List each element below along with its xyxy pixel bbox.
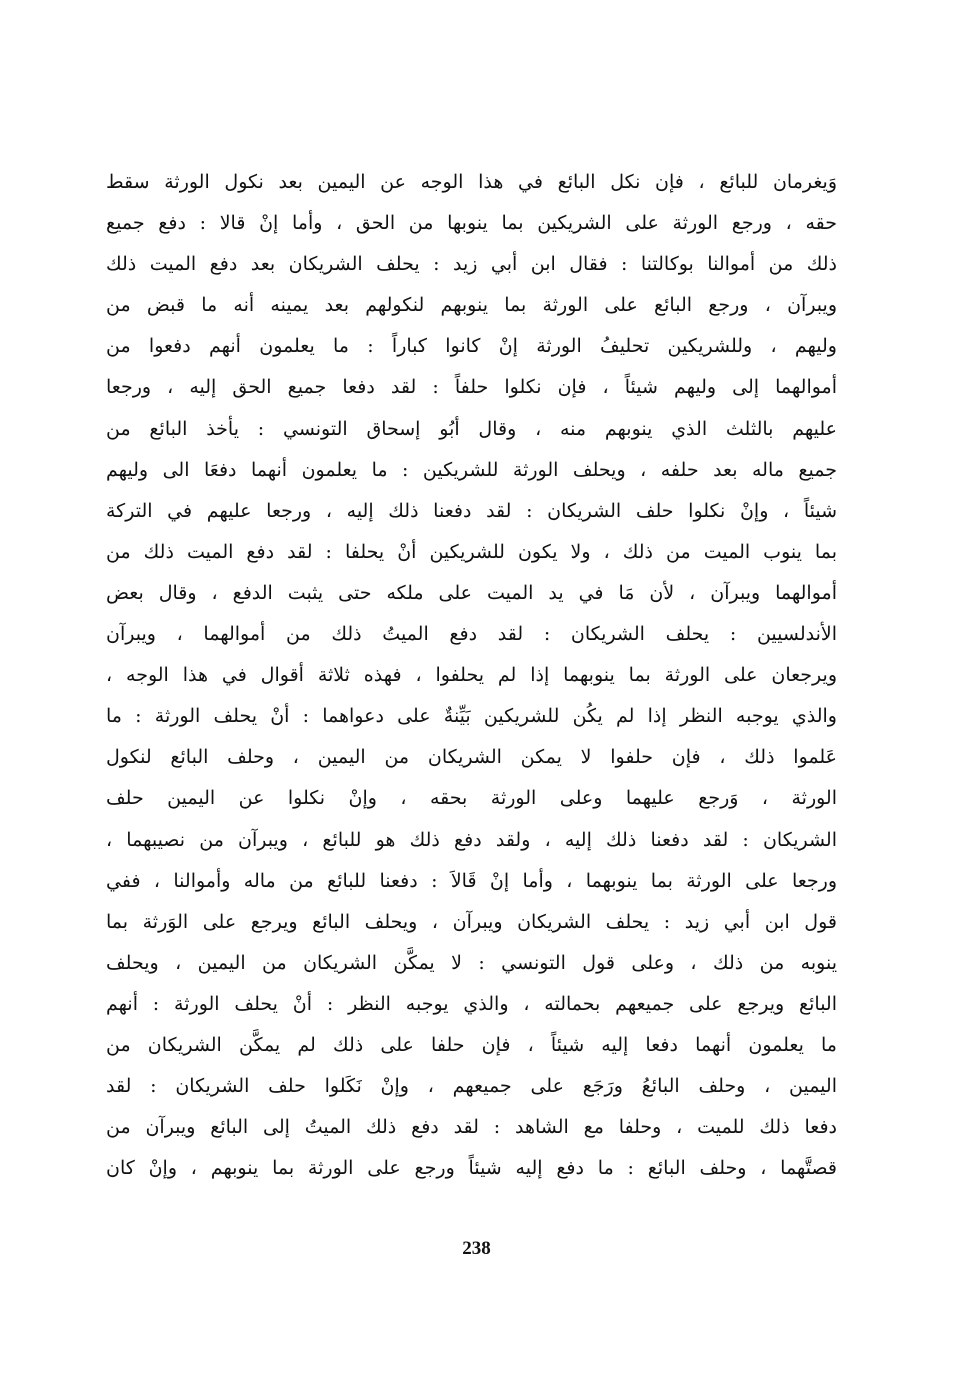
text-line: ويرجعان على الورثة بما ينوبهما إذا لم يحلفوا ، فهذه ثلاثة أقوال في هذا الوجه ، bbox=[106, 664, 837, 687]
text-line: اليمين ، وحلف البائعُ ورَجَع على جميعهم ، وإنْ نَكَلوا حلف الشريكان : لقد bbox=[106, 1075, 837, 1098]
text-line: ما يعلمون أنهما دفعا إليه شيئاً ، فإن حلفا على ذلك لم يمكَّن الشريكان من bbox=[106, 1033, 837, 1056]
text-line: البائع ويرجع على جميعهم بحمالته ، والذي يوجبه النظر : أنْ يحلف الورثة : أنهم bbox=[106, 992, 837, 1015]
text-line: والذي يوجبه النظر إذا لم يكُن للشريكين بَيِّنةٌ على دعواهما : أنْ يحلف الورثة : ما bbox=[106, 705, 837, 728]
text-line: عَلموا ذلك ، فإن حلفوا لا يمكن الشريكان من اليمين ، وحلف البائع لنكول bbox=[106, 746, 837, 769]
text-line: أموالهما ويبرآن ، لأن مَا في يد الميت على ملكه حتى يثبت الدفع ، وقال بعض bbox=[106, 581, 837, 604]
text-line: ينوبه من ذلك ، وعلى قول التونسي : لا يمكَّن الشريكان من اليمين ، ويحلف bbox=[106, 951, 837, 974]
text-line: بما ينوب الميت من ذلك ، ولا يكون للشريكين أنْ يحلفا : لقد دفع الميت ذلك من bbox=[106, 540, 837, 563]
text-line: قول ابن أبي زيد : يحلف الشريكان ويبرآن ، ويحلف البائع ويرجع على الوَرثة بما bbox=[106, 910, 837, 933]
text-line: ويبرآن ، ورجع البائع على الورثة بما ينوبهم لنكولهم بعد يمينه أنه ما قبض من bbox=[106, 294, 837, 317]
text-line: ذلك من أموالنا بوكالتنا : فقال ابن أبي زيد : يحلف الشريكان بعد دفع الميت ذلك bbox=[106, 253, 837, 276]
text-line: وليهم ، وللشريكين تحليفُ الورثة إنْ كانوا كباراً : ما يعلمون أنهم دفعوا من bbox=[106, 335, 837, 358]
text-line: قصتَّهما ، وحلف البائع : ما دفع إليه شيئاً ورجع على الورثة بما ينوبهم ، وإنْ كان bbox=[106, 1157, 837, 1180]
text-line: الورثة ، وَرجع عليهما وعلى الورثة بحقه ، وإنْ نكلوا عن اليمين حلف bbox=[106, 787, 837, 810]
text-line: أموالهما إلى وليهم شيئاً ، فإن نكلوا حلفاً : لقد دفعا جميع الحق إليه ، ورجعا bbox=[106, 376, 837, 399]
text-line: الأندلسيين : يحلف الشريكان : لقد دفع الميتُ ذلك من أموالهما ، ويبرآن bbox=[106, 623, 837, 646]
text-line: الشريكان : لقد دفعنا ذلك إليه ، ولقد دفع ذلك هو للبائع ، ويبرآن من نصيبهما ، bbox=[106, 828, 837, 851]
text-line: دفعا ذلك للميت ، وحلفا مع الشاهد : لقد دفع ذلك الميتُ إلى البائع ويبرآن من bbox=[106, 1116, 837, 1139]
text-line: جميع ماله بعد حلفه ، ويحلف الورثة للشريكين : ما يعلمون أنهما دفعَا الى وليهم bbox=[106, 458, 837, 481]
text-line: حقه ، ورجع الورثة على الشريكين بما ينوبها من الحق ، وأما إنْ قالا : دفع جميع bbox=[106, 212, 837, 235]
body-text bbox=[106, 162, 837, 1189]
page-number: 238 bbox=[462, 1238, 491, 1259]
text-line: ورجعا على الورثة بما ينوبهما ، وأما إنْ قَالاَ : دفعنا للبائع من ماله وأموالنا ، ففي bbox=[106, 869, 837, 892]
text-line: عليهم بالثلث الذي ينوبهم منه ، وقال أبُو إسحاق التونسي : يأخذ البائع من bbox=[106, 417, 837, 440]
text-line: وَيغرمان للبائع ، فإن نكل البائع في هذا الوجه عن اليمين بعد نكول الورثة سقط bbox=[106, 171, 837, 193]
text-line: شيئاً ، وإنْ نكلوا حلف الشريكان : لقد دفعنا ذلك إليه ، ورجعا عليهم في التركة bbox=[106, 499, 837, 522]
